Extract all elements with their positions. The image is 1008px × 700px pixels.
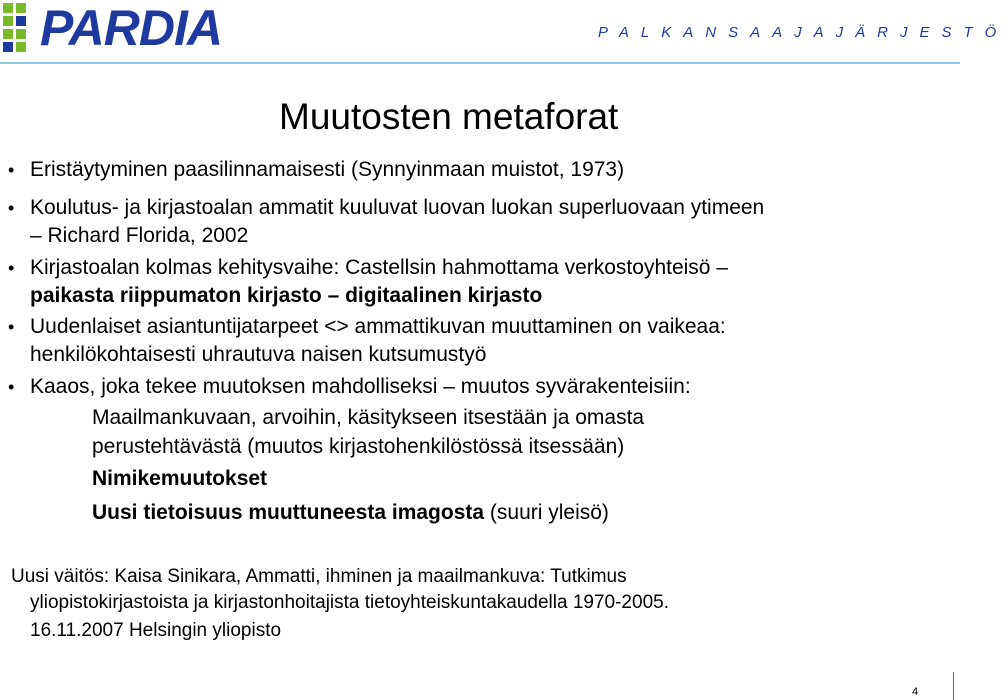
bullet-continuation: henkilökohtaisesti uhrautuva naisen kutsumustyö — [30, 343, 487, 366]
logo-text: PARDIA — [40, 0, 222, 56]
bullet-item: • Kaaos, joka tekee muutoksen mahdolliseksi – muutos syvärakenteisiin: — [30, 372, 691, 402]
tagline: PALKANSAAJAJÄRJESTÖ — [598, 24, 1008, 41]
pardia-logo-icon — [0, 0, 40, 60]
sub-item — [92, 497, 609, 528]
sub-item-bold-part: Uusi tietoisuus muuttuneesta imagosta — [92, 501, 485, 524]
pardia-logo — [0, 0, 260, 62]
sub-item-bold: Nimikemuutokset — [92, 467, 268, 490]
header-divider — [0, 62, 960, 64]
bullet-continuation: – Richard Florida, 2002 — [30, 224, 249, 247]
sub-item-rest: (suuri yleisö) — [484, 501, 609, 524]
bullet-continuation: paikasta riippumaton kirjasto – digitaalinen kirjasto — [30, 284, 543, 307]
page-number: 4 — [912, 686, 919, 698]
reference-line: Uusi väitös: Kaisa Sinikara, Ammatti, ihminen ja maailmankuva: Tutkimus — [11, 566, 627, 587]
reference-line: yliopistokirjastoista ja kirjastonhoitajista tietoyhteiskuntakaudella 1970-2005. — [30, 592, 669, 613]
sub-item: Maailmankuvaan, arvoihin, käsitykseen itsestään ja omasta — [92, 406, 645, 429]
bullet-item: • Eristäytyminen paasilinnamaisesti (Synnyinmaan muistot, 1973) — [30, 155, 624, 185]
bullet-item: • Kirjastoalan kolmas kehitysvaihe: Castellsin hahmottama verkostoyhteisö – — [30, 253, 728, 283]
footer-divider — [953, 672, 954, 700]
sub-item: perustehtävästä (muutos kirjastohenkilöstössä itsessään) — [92, 435, 625, 458]
bullet-item: • Uudenlaiset asiantuntijatarpeet <> ammattikuvan muuttaminen on vaikeaa: — [30, 312, 726, 342]
bullet-item: • Koulutus- ja kirjastoalan ammatit kuuluvat luovan luokan superluovaan ytimeen — [30, 193, 764, 223]
slide-title: Muutosten metaforat — [279, 96, 619, 137]
reference-line: 16.11.2007 Helsingin yliopisto — [30, 620, 282, 641]
